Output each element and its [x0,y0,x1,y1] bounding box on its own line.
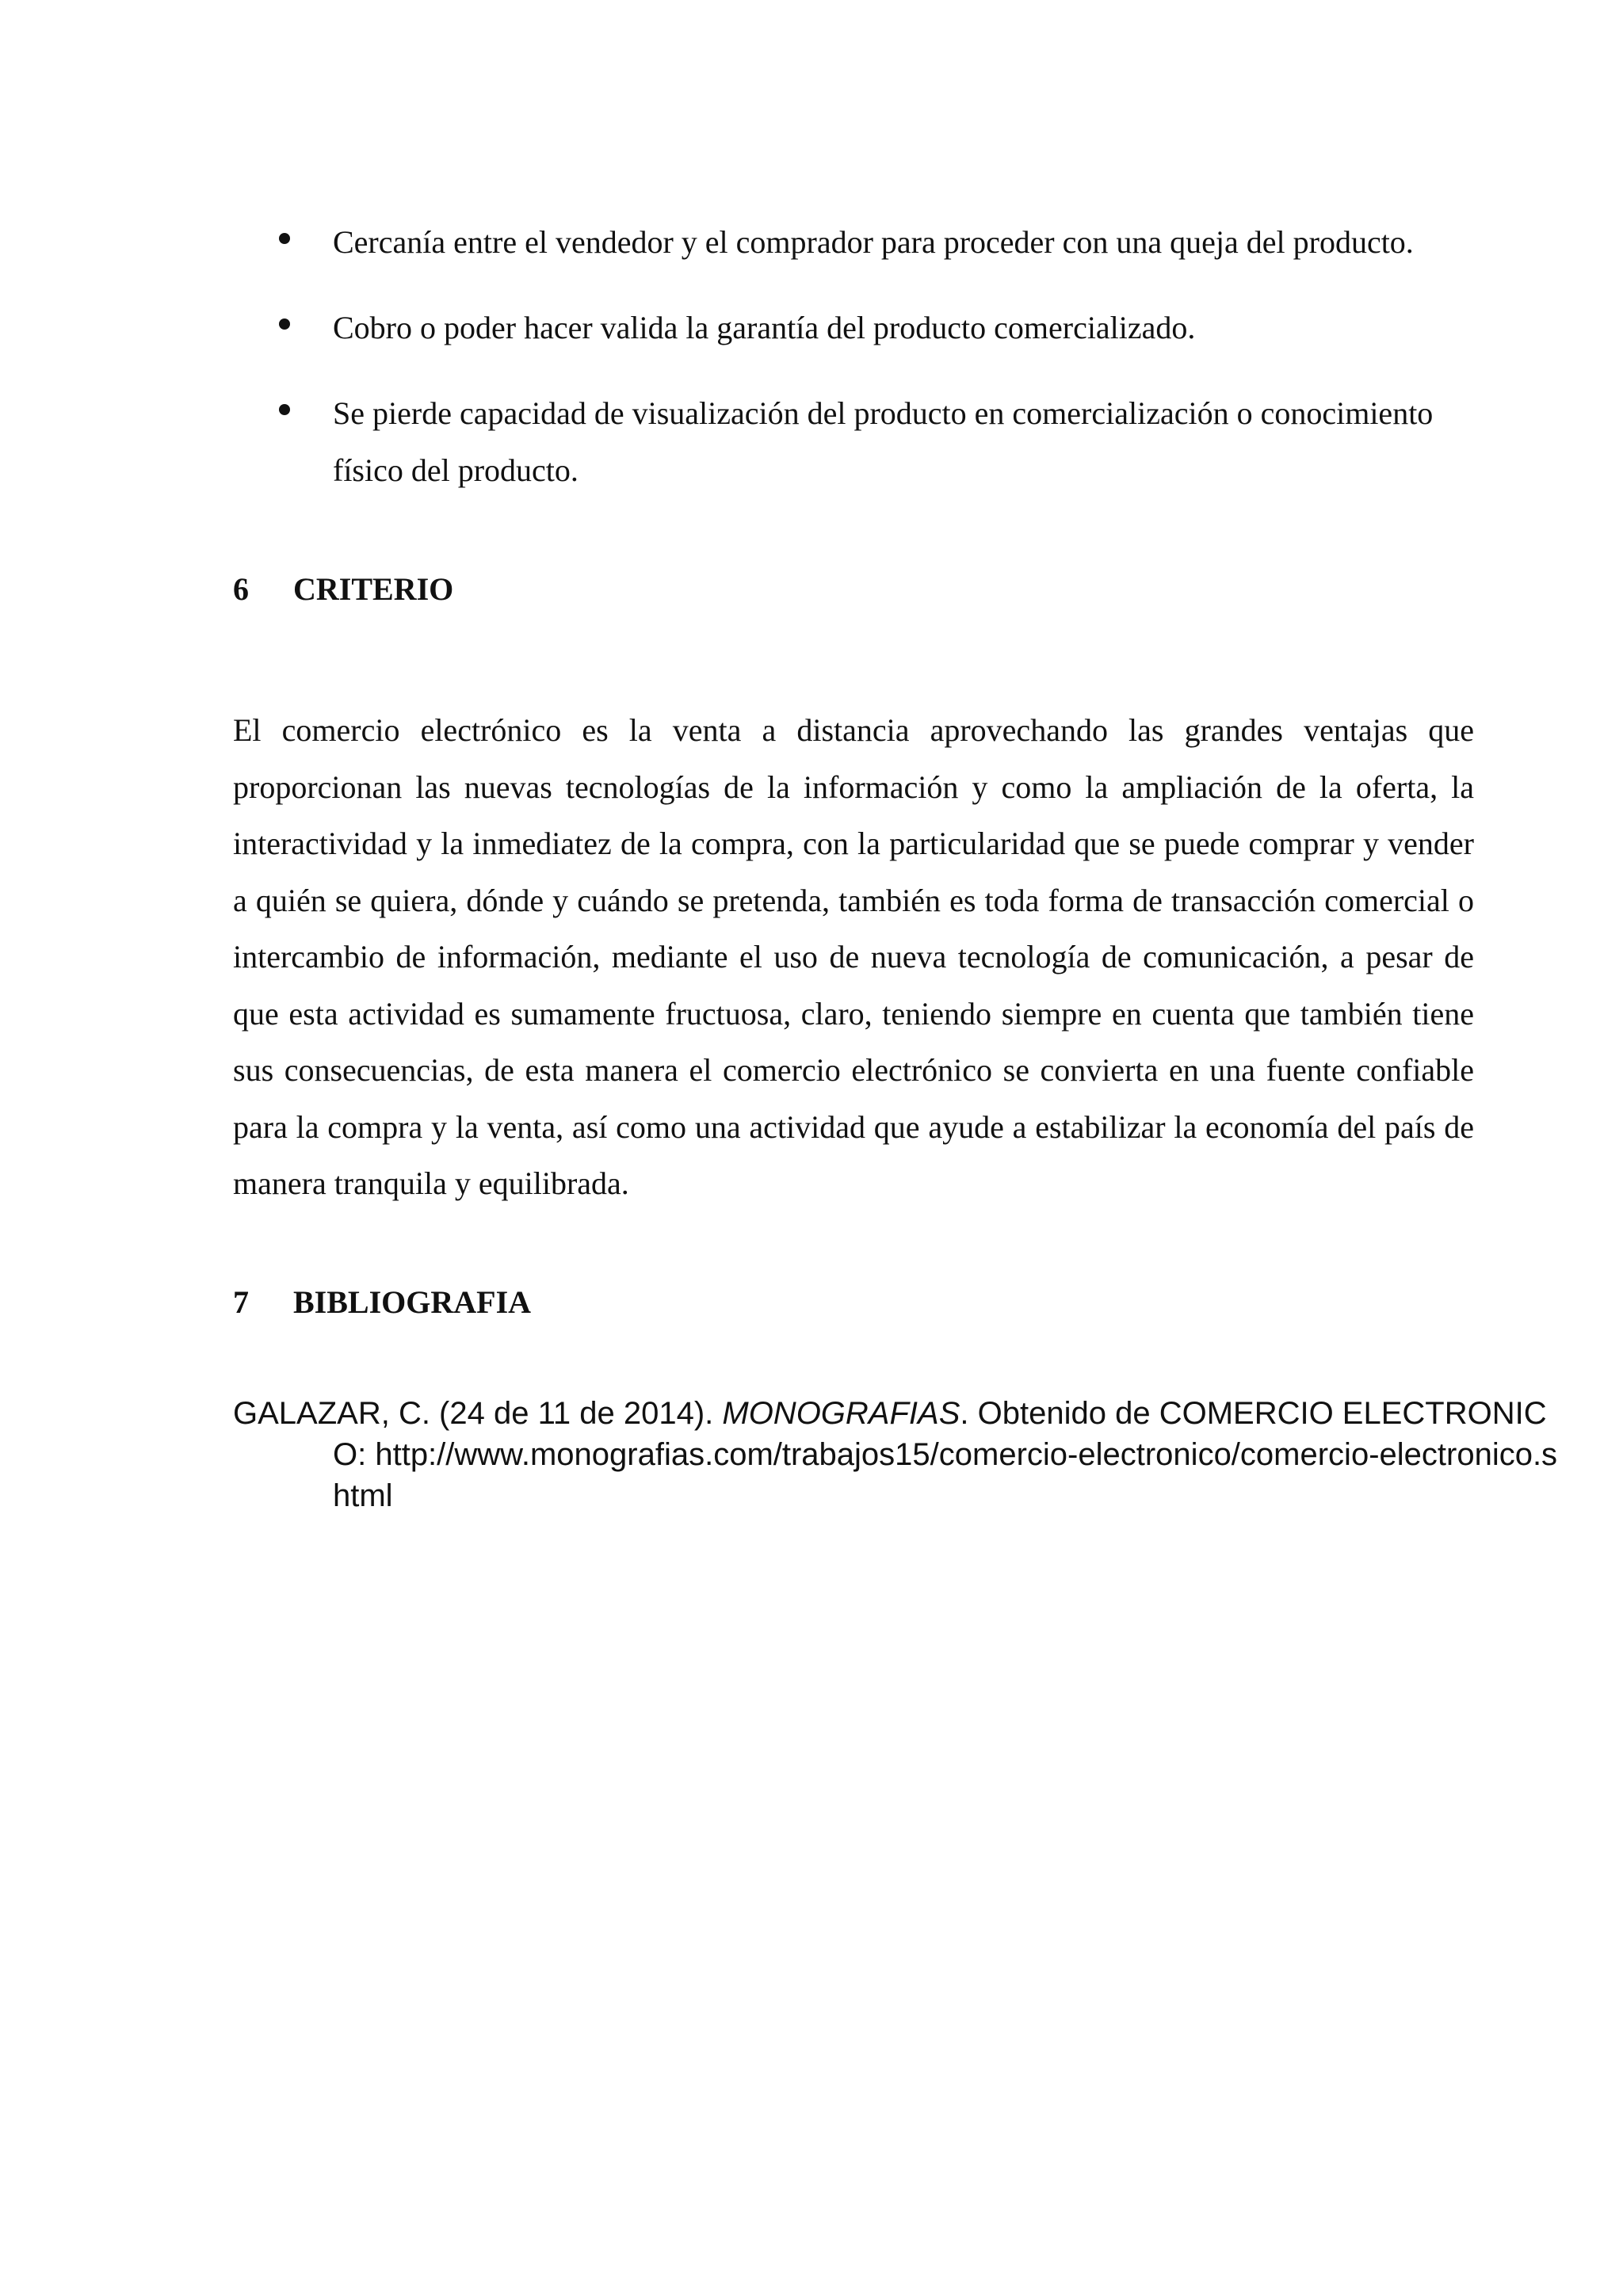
bullet-list [230,214,1474,528]
bullet-icon [279,318,290,330]
section-title: BIBLIOGRAFIA [293,1284,532,1320]
section-number: 7 [233,1284,249,1320]
list-item [230,214,1474,271]
reference-details: . Obtenido de COMERCIO ELECTRONICO: http://www.monografias.com/trabajos15/comercio-electronico/comercio-electronico.shtml [333,1396,1558,1513]
section-heading-criterio [233,570,453,608]
reference-author-date: GALAZAR, C. (24 de 11 de 2014). [233,1396,723,1431]
bullet-icon [279,404,290,415]
list-item-text: Se pierde capacidad de visualización del producto en comercialización o conocimiento físico del producto. [333,395,1434,488]
reference-source-title: MONOGRAFIAS [722,1396,960,1431]
bibliography-entry [233,1393,1574,1516]
section-title: CRITERIO [293,571,454,607]
list-item [230,385,1474,499]
list-item-text: Cercanía entre el vendedor y el comprador para proceder con una queja del producto. [333,224,1414,260]
bullet-icon [279,233,290,244]
section-heading-bibliografia [233,1283,531,1322]
list-item-text: Cobro o poder hacer valida la garantía del producto comercializado. [333,310,1196,345]
criterio-paragraph: El comercio electrónico es la venta a distancia aprovechando las grandes ventajas que proporcionan las nuevas tecnologías de la información y como la ampliación de la oferta, la interactividad y la inmediatez de la compra, con la particularidad que se puede comprar y vender a quién se quiera, dónde y cuándo se pretenda, también es toda forma de transacción comercial o intercambio de información, mediante el uso de nueva tecnología de comunicación, a pesar de que esta actividad es sumamente fructuosa, claro, teniendo siempre en cuenta que también tiene sus consecuencias, de esta manera el comercio electrónico se convierta en una fuente confiable para la compra y la venta, así como una actividad que ayude a estabilizar la economía del país de manera tranquila y equilibrada. [233,712,1474,1201]
list-item [230,299,1474,357]
section-number: 6 [233,571,249,607]
